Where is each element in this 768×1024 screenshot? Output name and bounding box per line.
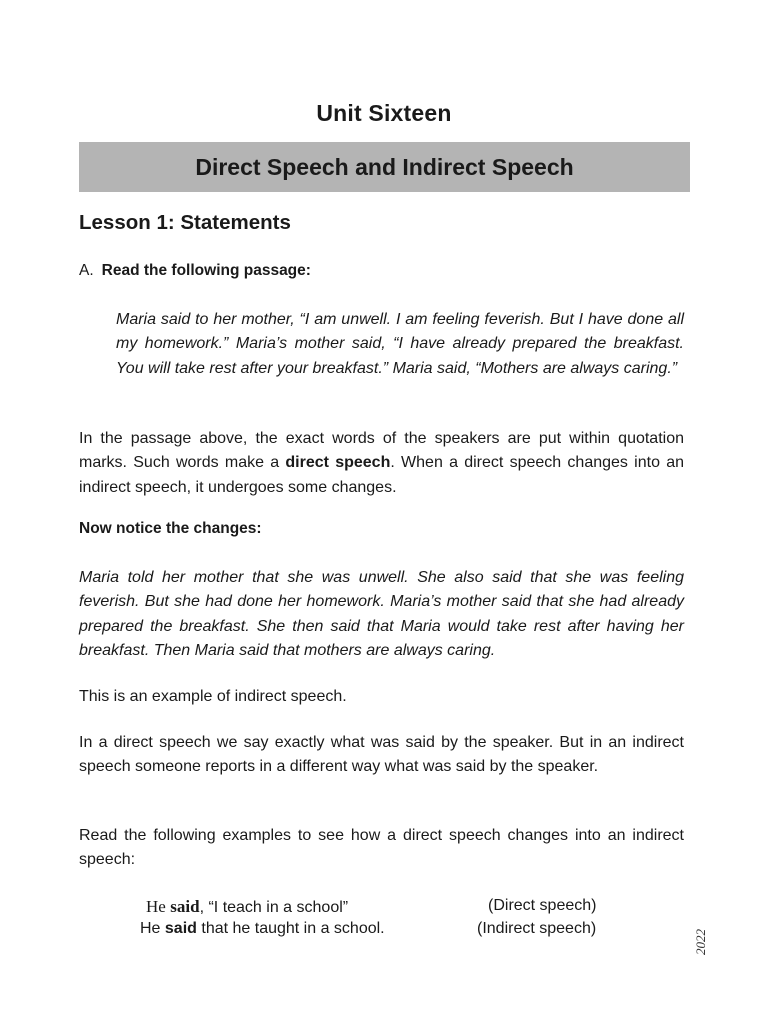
comparison-paragraph: In a direct speech we say exactly what was said by the speaker. But in an indirect speech someone reports in a different way what was said by the speaker. [79,734,684,776]
indirect-speech-label: (Indirect speech) [477,920,597,937]
section-instruction: Read the following passage: [101,262,311,279]
explanation-text-after: . When a direct speech changes into an indirect speech, it undergoes some changes. [79,454,685,496]
indirect-speech-passage: Maria told her mother that she was unwell. She also said that she was feeling feverish. But she had done her homework. Maria’s mother said that she had already prepared the breakfast. She then said that Maria would take rest after having her breakfast. Then Maria said that mothers are always caring. [79,569,684,659]
notice-heading: Now notice the changes: [79,520,262,537]
example-subject: He [140,920,161,937]
read-examples-paragraph: Read the following examples to see how a direct speech changes into an indirect speech: [79,827,684,869]
explanation-text-before: In the passage above, the exact words of the speakers are put within quotation marks. Such words make a [79,430,684,472]
year-mark: 2022 [693,929,708,955]
section-letter: A. [79,262,94,279]
example-verb: said [164,920,197,937]
example-rest: , “I teach in a school” [199,899,349,916]
explanation-paragraph [79,427,684,500]
indirect-speech-example [140,920,385,938]
chapter-title: Direct Speech and Indirect Speech [195,153,574,180]
direct-speech-label: (Direct speech) [488,897,597,914]
direct-speech-term: direct speech [285,454,391,472]
example-verb: said [170,897,200,916]
example-note: This is an example of indirect speech. [79,688,347,705]
section-a-instruction [79,262,311,280]
direct-speech-passage: Maria said to her mother, “I am unwell. I am feeling feverish. But I have done all my homework.” Maria’s mother said, “I have already prepared the breakfast. You will take rest after your breakfast.” Maria said, “Mothers are always caring.” [116,311,684,377]
example-subject: He [146,897,166,916]
unit-title: Unit Sixteen [316,100,452,126]
direct-speech-example [146,897,348,917]
lesson-title: Lesson 1: Statements [79,211,291,234]
example-rest: that he taught in a school. [196,920,385,937]
chapter-title-banner [79,142,690,192]
